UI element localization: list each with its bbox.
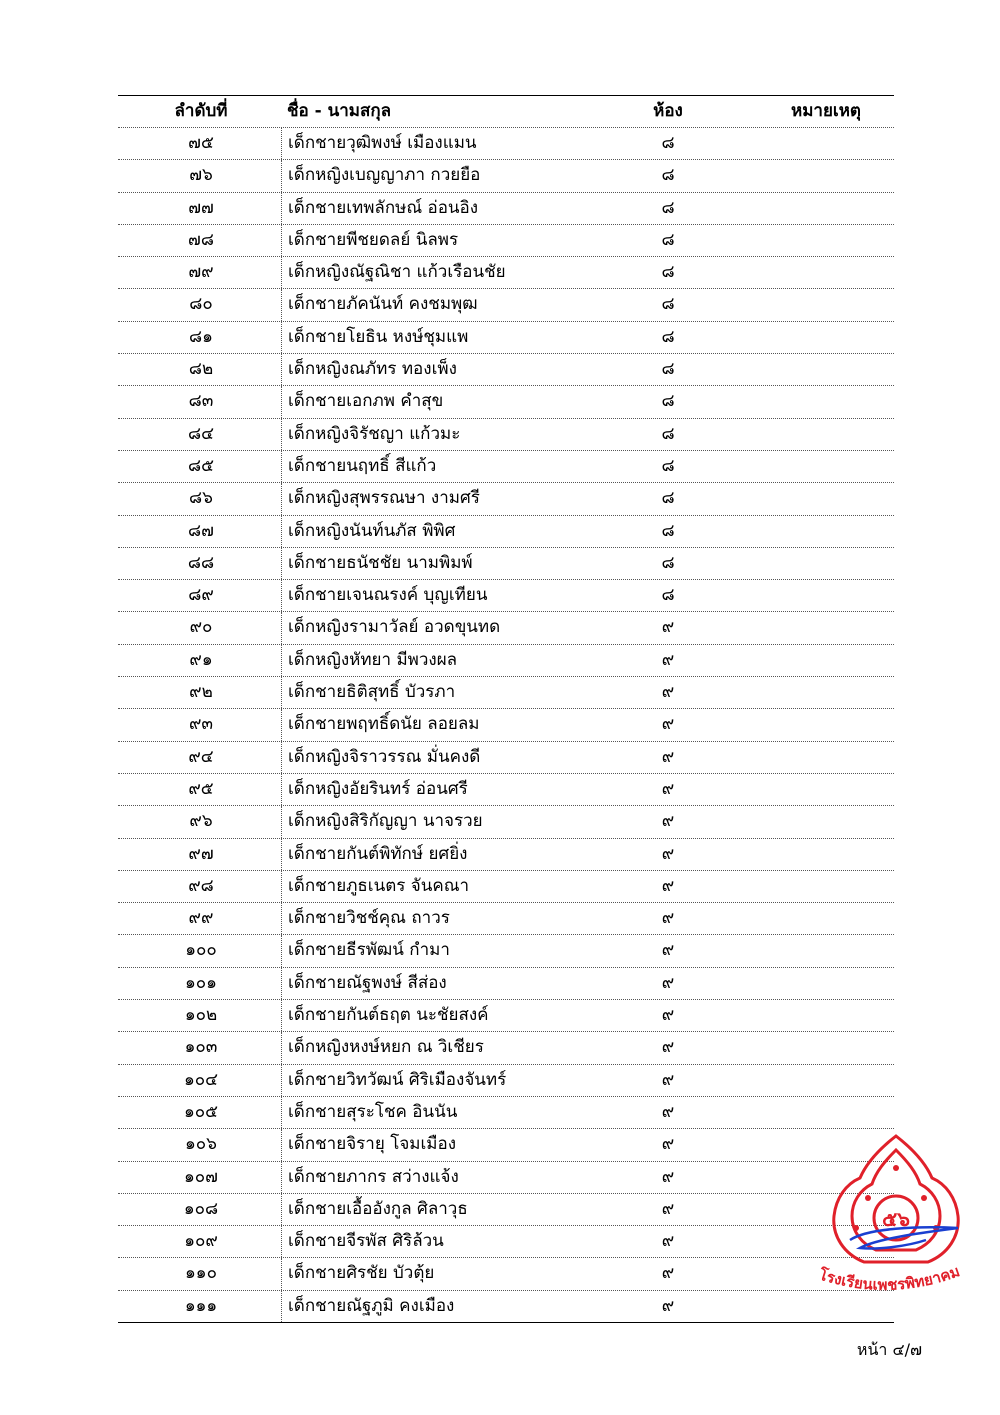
row-no: ๙๔	[188, 746, 214, 767]
row-name: เด็กชายจีรพัส ศิริล้วน	[281, 1226, 618, 1257]
table-row	[118, 645, 894, 677]
row-name: เด็กชายภากร สว่างแจ้ง	[281, 1162, 618, 1193]
row-room: ๘	[661, 552, 675, 573]
row-name: เด็กหญิงจิราวรรณ มั่นคงดี	[281, 742, 618, 773]
row-name: เด็กชายกันต์ธฤต นะชัยสงค์	[281, 1000, 618, 1031]
row-no: ๑๐๔	[183, 1069, 219, 1090]
row-room: ๘	[661, 585, 675, 606]
table-row	[118, 257, 894, 289]
table-row	[118, 580, 894, 612]
row-no: ๘๒	[188, 359, 214, 380]
row-name: เด็กชายวิชช์คุณ ถาวร	[281, 903, 618, 934]
row-name: เด็กชายณัฐภูมิ คงเมือง	[281, 1291, 618, 1322]
row-room: ๙	[661, 746, 675, 767]
row-no: ๙๕	[188, 778, 214, 799]
table-row	[118, 419, 894, 451]
table-row	[118, 483, 894, 515]
row-room: ๘	[661, 488, 675, 509]
row-name: เด็กชายภูธเนตร จันคณา	[281, 871, 618, 902]
row-room: ๙	[661, 1134, 675, 1155]
row-no: ๗๗	[188, 197, 214, 218]
row-room: ๙	[661, 682, 675, 703]
row-room: ๙	[661, 649, 675, 670]
table-row	[118, 193, 894, 225]
table-row	[118, 1065, 894, 1097]
row-room: ๘	[661, 133, 675, 153]
row-name: เด็กชายจิรายุ โจมเมือง	[281, 1129, 618, 1160]
row-room: ๘	[661, 359, 675, 380]
table-row	[118, 1162, 894, 1194]
table-row	[118, 612, 894, 644]
row-room: ๙	[661, 940, 675, 961]
row-no: ๑๐๕	[183, 1101, 219, 1122]
row-room: ๘	[661, 197, 675, 218]
row-name: เด็กชายวิทวัฒน์ ศิริเมืองจันทร์	[281, 1065, 618, 1096]
table-row	[118, 1291, 894, 1323]
row-no: ๑๑๑	[184, 1295, 218, 1316]
row-room: ๘	[661, 423, 675, 444]
table-row	[118, 386, 894, 418]
row-no: ๘๖	[189, 488, 213, 509]
row-no: ๙๒	[189, 682, 213, 703]
table-row	[118, 968, 894, 1000]
table-row	[118, 160, 894, 192]
table-row	[118, 903, 894, 935]
row-no: ๑๐๙	[184, 1231, 218, 1252]
svg-text:โรงเรียนเพชรพิทยาคม: โรงเรียนเพชรพิทยาคม	[816, 1262, 963, 1294]
table-row	[118, 451, 894, 483]
row-name: เด็กชายเจนณรงค์ บุญเทียน	[281, 580, 618, 611]
row-name: เด็กชายณัฐพงษ์ สีส่อง	[281, 968, 618, 999]
table-row	[118, 742, 894, 774]
row-no: ๙๗	[188, 843, 214, 864]
row-no: ๑๐๒	[184, 1005, 218, 1026]
table-row	[118, 1226, 894, 1258]
student-table	[118, 95, 894, 1323]
row-no: ๑๐๐	[185, 940, 217, 961]
row-no: ๘๑	[189, 326, 213, 347]
school-seal	[808, 1128, 984, 1303]
row-name: เด็กชายนฤทธิ์ สีแก้ว	[281, 451, 618, 482]
row-no: ๑๐๖	[185, 1134, 217, 1155]
row-no: ๙๐	[189, 617, 213, 638]
row-room: ๘	[661, 326, 675, 347]
table-row	[118, 839, 894, 871]
row-name: เด็กชายสุระโชค อินนัน	[281, 1097, 618, 1128]
row-no: ๑๐๓	[184, 1037, 218, 1058]
row-name: เด็กหญิงอัยรินทร์ อ่อนศรี	[281, 774, 618, 805]
row-name: เด็กหญิงหัทยา มีพวงผล	[281, 645, 618, 676]
row-room: ๙	[661, 1166, 675, 1187]
table-row	[118, 1097, 894, 1129]
row-name: เด็กชายธิติสุทธิ์ บัวรภา	[281, 677, 618, 708]
row-name: เด็กหญิงหงษ์หยก ณ วิเชียร	[281, 1032, 618, 1063]
row-name: เด็กหญิงเบญญาภา กวยยือ	[281, 160, 618, 191]
table-row	[118, 548, 894, 580]
row-name: เด็กชายเอกภพ คำสุข	[281, 386, 618, 417]
row-room: ๙	[661, 1231, 675, 1252]
row-no: ๙๖	[189, 811, 213, 832]
row-no: ๙๓	[188, 714, 214, 735]
table-row	[118, 128, 894, 160]
row-room: ๙	[661, 972, 675, 993]
row-room: ๙	[661, 1069, 675, 1090]
table-row	[118, 935, 894, 967]
row-name: เด็กหญิงณภัทร ทองเพ็ง	[281, 354, 618, 385]
row-room: ๙	[661, 1101, 675, 1122]
table-row	[118, 1194, 894, 1226]
row-no: ๗๕	[188, 133, 214, 153]
row-room: ๘	[661, 391, 675, 412]
row-no: ๑๑๐	[185, 1263, 217, 1284]
header-room: ห้อง	[653, 101, 683, 121]
row-room: ๘	[661, 229, 675, 250]
row-no: ๑๐๘	[183, 1198, 219, 1219]
row-name: เด็กหญิงสุพรรณษา งามศรี	[281, 483, 618, 514]
row-room: ๘	[661, 520, 675, 541]
row-name: เด็กหญิงรามาวัลย์ อวดขุนทด	[281, 612, 618, 643]
table-row	[118, 322, 894, 354]
row-room: ๘	[661, 262, 675, 283]
row-name: เด็กชายธีรพัฒน์ กำมา	[281, 935, 618, 966]
row-no: ๘๕	[188, 455, 214, 476]
row-no: ๘๗	[188, 520, 214, 541]
row-room: ๙	[661, 778, 675, 799]
table-row	[118, 1129, 894, 1161]
row-name: เด็กชายพีชยดลย์ นิลพร	[281, 225, 618, 256]
row-name: เด็กหญิงสิริกัญญา นาจรวย	[281, 806, 618, 837]
row-name: เด็กหญิงนันท์นภัส พิพิศ	[281, 516, 618, 547]
row-room: ๙	[661, 1005, 675, 1026]
row-no: ๘๔	[188, 423, 214, 444]
table-row	[118, 354, 894, 386]
row-name: เด็กชายศิรชัย บัวตุ้ย	[281, 1258, 618, 1289]
row-no: ๘๘	[187, 552, 215, 573]
row-name: เด็กชายวุฒิพงษ์ เมืองแมน	[281, 128, 618, 159]
table-row	[118, 1258, 894, 1290]
row-room: ๙	[661, 811, 675, 832]
row-name: เด็กหญิงจิรัชญา แก้วมะ	[281, 419, 618, 450]
page-number: หน้า ๔/๗	[856, 1340, 922, 1359]
row-room: ๙	[661, 1263, 675, 1284]
row-room: ๙	[661, 617, 675, 638]
row-no: ๙๙	[188, 908, 214, 929]
row-no: ๘๐	[189, 294, 213, 315]
table-row	[118, 1000, 894, 1032]
table-row	[118, 289, 894, 321]
table-row	[118, 677, 894, 709]
table-body	[118, 128, 894, 1323]
row-no: ๑๐๗	[184, 1166, 218, 1187]
row-no: ๗๖	[189, 165, 213, 186]
table-row	[118, 806, 894, 838]
row-room: ๙	[661, 1198, 675, 1219]
svg-text:๕๖: ๕๖	[882, 1207, 910, 1231]
row-no: ๘๓	[188, 391, 214, 412]
row-room: ๘	[661, 455, 675, 476]
row-room: ๙	[661, 714, 675, 735]
row-room: ๙	[661, 1295, 675, 1316]
row-no: ๙๘	[188, 875, 214, 896]
row-room: ๙	[661, 1037, 675, 1058]
table-row	[118, 516, 894, 548]
row-name: เด็กชายภัคนันท์ คงชมพุฒ	[281, 289, 618, 320]
row-name: เด็กหญิงณัฐณิชา แก้วเรือนชัย	[281, 257, 618, 288]
row-room: ๙	[661, 908, 675, 929]
row-name: เด็กชายพฤทธิ์ดนัย ลอยลม	[281, 709, 618, 740]
row-no: ๗๘	[188, 229, 214, 250]
row-room: ๙	[661, 875, 675, 896]
header-no: ลำดับที่	[174, 101, 228, 121]
row-name: เด็กชายธนัชชัย นามพิมพ์	[281, 548, 618, 579]
row-room: ๘	[661, 165, 675, 186]
row-name: เด็กชายเอื้ออังกูล ศิลาวุธ	[281, 1194, 618, 1225]
header-name: ชื่อ - นามสกุล	[287, 101, 392, 121]
row-room: ๘	[661, 294, 675, 315]
table-row	[118, 709, 894, 741]
row-name: เด็กชายกันต์พิทักษ์ ยศยิ่ง	[281, 839, 618, 870]
row-no: ๑๐๑	[185, 972, 217, 993]
row-room: ๙	[661, 843, 675, 864]
table-row	[118, 225, 894, 257]
table-row	[118, 774, 894, 806]
row-name: เด็กชายโยธิน หงษ์ชุมแพ	[281, 322, 618, 353]
header-note: หมายเหตุ	[791, 101, 861, 121]
table-header	[118, 95, 894, 128]
table-row	[118, 871, 894, 903]
row-no: ๘๙	[188, 585, 214, 606]
row-no: ๗๙	[188, 262, 214, 283]
row-no: ๙๑	[189, 649, 213, 670]
seal-icon	[808, 1128, 984, 1303]
table-row	[118, 1032, 894, 1064]
row-name: เด็กชายเทพลักษณ์ อ่อนอิง	[281, 193, 618, 224]
